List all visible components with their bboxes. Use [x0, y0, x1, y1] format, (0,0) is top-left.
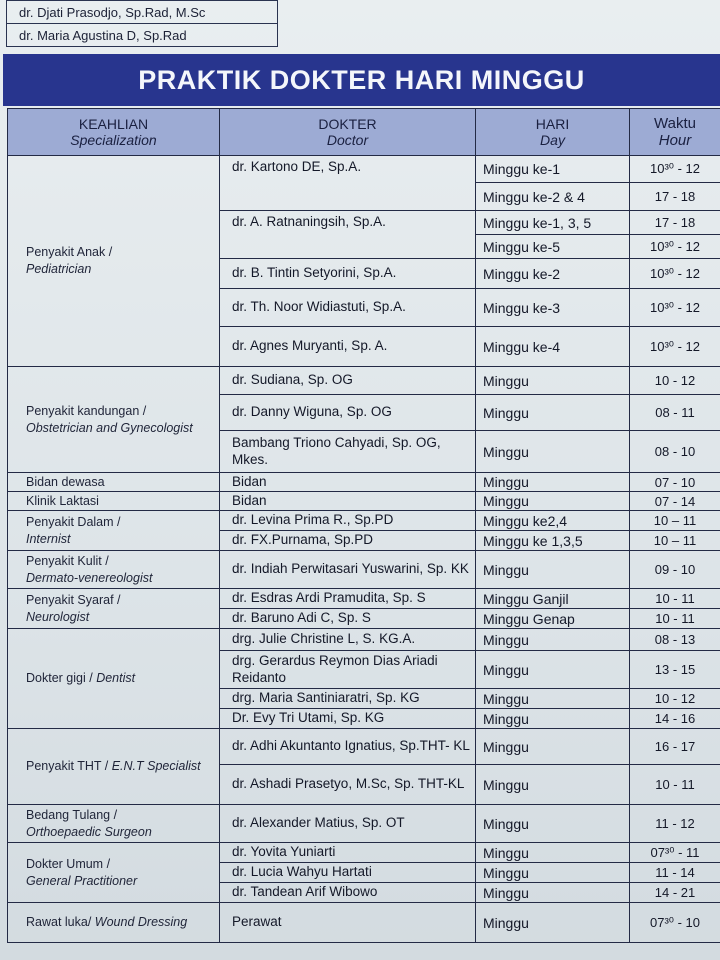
specialization-cell [8, 629, 220, 729]
header-hour-id: Waktu [654, 114, 696, 132]
specialization-id-label: Bedang Tulang / [26, 807, 118, 822]
specialization-en-label: Pediatrician [26, 262, 92, 276]
table-row [7, 1, 278, 24]
table-row [8, 729, 720, 765]
hour-cell: 14 - 16 [630, 709, 720, 729]
doctor-cell: Bidan [220, 473, 476, 492]
header-hour-en: Hour [658, 132, 692, 149]
day-cell: Minggu [476, 651, 630, 689]
header-day-en: Day [540, 132, 565, 148]
hour-cell: 10³⁰ - 12 [630, 259, 720, 289]
specialization-id-label: Penyakit Dalam / [26, 514, 121, 529]
specialization-id-label: Klinik Laktasi [26, 493, 99, 508]
table-row [8, 843, 720, 863]
table-row [8, 492, 720, 511]
header-day [476, 109, 630, 156]
specialization-id-label-text: Rawat luka/ [26, 915, 92, 930]
day-cell: Minggu ke-5 [476, 235, 630, 259]
doctor-cell: dr. Lucia Wahyu Hartati [220, 863, 476, 883]
specialization-id-label [26, 758, 219, 775]
table-row [7, 24, 278, 47]
specialization-id-label-text: Penyakit THT / [26, 759, 109, 774]
doctor-cell: dr. Th. Noor Widiastuti, Sp.A. [220, 289, 476, 327]
table-row [8, 805, 720, 843]
doctor-cell: dr. Alexander Matius, Sp. OT [220, 805, 476, 843]
day-cell: Minggu Genap [476, 609, 630, 629]
table-row [8, 511, 720, 531]
specialization-cell [8, 551, 220, 589]
specialization-cell [8, 511, 220, 551]
hour-cell: 10 - 11 [630, 765, 720, 805]
specialization-id-label: Penyakit Anak / [26, 245, 113, 260]
hour-cell: 07³⁰ - 11 [630, 843, 720, 863]
day-cell: Minggu [476, 805, 630, 843]
header-specialization [8, 109, 220, 156]
specialization-id-label [26, 670, 219, 687]
specialization-en-label: Neurologist [26, 609, 90, 624]
header-doctor-id: DOKTER [318, 115, 377, 132]
day-cell: Minggu [476, 689, 630, 709]
day-cell: Minggu [476, 765, 630, 805]
doctor-cell: dr. Baruno Adi C, Sp. S [220, 609, 476, 629]
doctor-cell: dr. Ashadi Prasetyo, M.Sc, Sp. THT-KL [220, 765, 476, 805]
day-cell: Minggu [476, 629, 630, 651]
day-cell: Minggu ke-3 [476, 289, 630, 327]
doctor-cell: dr. Maria Agustina D, Sp.Rad [7, 24, 278, 47]
page-title: PRAKTIK DOKTER HARI MINGGU [138, 64, 585, 95]
day-cell: Minggu [476, 709, 630, 729]
hour-cell: 14 - 21 [630, 883, 720, 903]
specialization-id-label: Dokter Umum / [26, 856, 111, 871]
hour-cell: 07 - 14 [630, 492, 720, 511]
header-day-id: HARI [535, 115, 570, 132]
doctor-cell: dr. Danny Wiguna, Sp. OG [220, 395, 476, 431]
radiology-doctor-table [6, 0, 278, 47]
doctor-cell: dr. Adhi Akuntanto Ignatius, Sp.THT- KL [220, 729, 476, 765]
day-cell: Minggu ke-4 [476, 327, 630, 367]
hour-cell: 10 – 11 [630, 511, 720, 531]
hour-cell: 13 - 15 [630, 651, 720, 689]
doctor-cell: dr. Agnes Muryanti, Sp. A. [220, 327, 476, 367]
specialization-en-label: General Practitioner [26, 873, 138, 888]
hour-cell: 10³⁰ - 12 [630, 289, 720, 327]
table-row [8, 589, 720, 609]
hour-cell: 09 - 10 [630, 551, 720, 589]
hour-cell: 17 - 18 [630, 183, 720, 211]
hour-cell: 10³⁰ - 12 [630, 327, 720, 367]
specialization-id-label: Penyakit Kulit / [26, 553, 109, 568]
day-cell: Minggu ke-1 [476, 156, 630, 183]
hour-cell: 08 - 11 [630, 395, 720, 431]
day-cell: Minggu [476, 729, 630, 765]
day-cell: Minggu [476, 903, 630, 943]
title-banner [3, 54, 720, 106]
specialization-en-label: Dermato-venereologist [26, 570, 153, 585]
hour-cell: 11 - 14 [630, 863, 720, 883]
schedule-table-wrapper [7, 108, 720, 943]
specialization-id-label: Penyakit kandungan / [26, 403, 147, 418]
day-cell: Minggu ke 1,3,5 [476, 531, 630, 551]
specialization-id-label-text: Dokter gigi / [26, 671, 93, 686]
doctor-cell: dr. Esdras Ardi Pramudita, Sp. S [220, 589, 476, 609]
hour-cell: 16 - 17 [630, 729, 720, 765]
hour-cell: 10 - 11 [630, 589, 720, 609]
doctor-cell: Perawat [220, 903, 476, 943]
day-cell: Minggu [476, 431, 630, 473]
doctor-cell: drg. Gerardus Reymon Dias Ariadi Reidanto [220, 651, 476, 689]
day-cell: Minggu [476, 883, 630, 903]
specialization-cell [8, 843, 220, 903]
table-row [8, 367, 720, 395]
day-cell: Minggu [476, 395, 630, 431]
sunday-schedule-table [7, 108, 720, 943]
header-specialization-en: Specialization [70, 132, 157, 148]
doctor-cell: dr. FX.Purnama, Sp.PD [220, 531, 476, 551]
specialization-cell [8, 589, 220, 629]
doctor-cell: dr. Sudiana, Sp. OG [220, 367, 476, 395]
day-cell: Minggu ke-1, 3, 5 [476, 211, 630, 235]
table-row [8, 903, 720, 943]
specialization-cell [8, 367, 220, 473]
day-cell: Minggu [476, 473, 630, 492]
day-cell: Minggu [476, 367, 630, 395]
table-row [8, 629, 720, 651]
doctor-cell: dr. Indiah Perwitasari Yuswarini, Sp. KK [220, 551, 476, 589]
header-doctor [220, 109, 476, 156]
hour-cell: 10³⁰ - 12 [630, 156, 720, 183]
hour-cell: 08 - 13 [630, 629, 720, 651]
doctor-cell: dr. Djati Prasodjo, Sp.Rad, M.Sc [7, 1, 278, 24]
doctor-cell: dr. Tandean Arif Wibowo [220, 883, 476, 903]
hour-cell: 07³⁰ - 10 [630, 903, 720, 943]
doctor-cell: drg. Maria Santiniaratri, Sp. KG [220, 689, 476, 709]
specialization-cell [8, 729, 220, 805]
header-row [8, 109, 720, 156]
specialization-en-label: Dentist [96, 671, 136, 686]
doctor-cell: Bidan [220, 492, 476, 511]
day-cell: Minggu ke-2 & 4 [476, 183, 630, 211]
specialization-id-label [26, 914, 219, 931]
specialization-id-label: Penyakit Syaraf / [26, 592, 121, 607]
day-cell: Minggu ke2,4 [476, 511, 630, 531]
hour-cell: 11 - 12 [630, 805, 720, 843]
hour-cell: 10 - 11 [630, 609, 720, 629]
table-row [8, 551, 720, 589]
specialization-en-label: Wound Dressing [94, 915, 188, 930]
doctor-cell: dr. A. Ratnaningsih, Sp.A. [220, 211, 476, 259]
day-cell: Minggu [476, 551, 630, 589]
table-row [8, 156, 720, 183]
specialization-en-label: Internist [26, 531, 71, 546]
doctor-cell: dr. Levina Prima R., Sp.PD [220, 511, 476, 531]
hour-cell: 10 - 12 [630, 689, 720, 709]
doctor-cell: Dr. Evy Tri Utami, Sp. KG [220, 709, 476, 729]
specialization-cell [8, 492, 220, 511]
day-cell: Minggu ke-2 [476, 259, 630, 289]
day-cell: Minggu [476, 863, 630, 883]
hour-cell: 10 – 11 [630, 531, 720, 551]
hour-cell: 07 - 10 [630, 473, 720, 492]
table-row [8, 473, 720, 492]
day-cell: Minggu [476, 843, 630, 863]
header-doctor-en: Doctor [326, 132, 369, 148]
specialization-en-label: E.N.T Specialist [111, 759, 201, 774]
hour-cell: 17 - 18 [630, 211, 720, 235]
doctor-cell: dr. B. Tintin Setyorini, Sp.A. [220, 259, 476, 289]
hour-cell: 08 - 10 [630, 431, 720, 473]
day-cell: Minggu Ganjil [476, 589, 630, 609]
specialization-cell [8, 805, 220, 843]
doctor-cell: dr. Kartono DE, Sp.A. [220, 156, 476, 211]
hour-cell: 10³⁰ - 12 [630, 235, 720, 259]
day-cell: Minggu [476, 492, 630, 511]
specialization-en-label: Orthoepaedic Surgeon [26, 824, 152, 839]
specialization-cell [8, 903, 220, 943]
specialization-en-label: Obstetrician and Gynecologist [26, 420, 193, 435]
doctor-cell: drg. Julie Christine L, S. KG.A. [220, 629, 476, 651]
header-hour [630, 109, 720, 156]
header-specialization-id: KEAHLIAN [78, 115, 149, 132]
hour-cell: 10 - 12 [630, 367, 720, 395]
doctor-cell: Bambang Triono Cahyadi, Sp. OG, Mkes. [220, 431, 476, 473]
specialization-cell [8, 473, 220, 492]
specialization-id-label: Bidan dewasa [26, 474, 105, 489]
specialization-cell [8, 156, 220, 367]
doctor-cell: dr. Yovita Yuniarti [220, 843, 476, 863]
